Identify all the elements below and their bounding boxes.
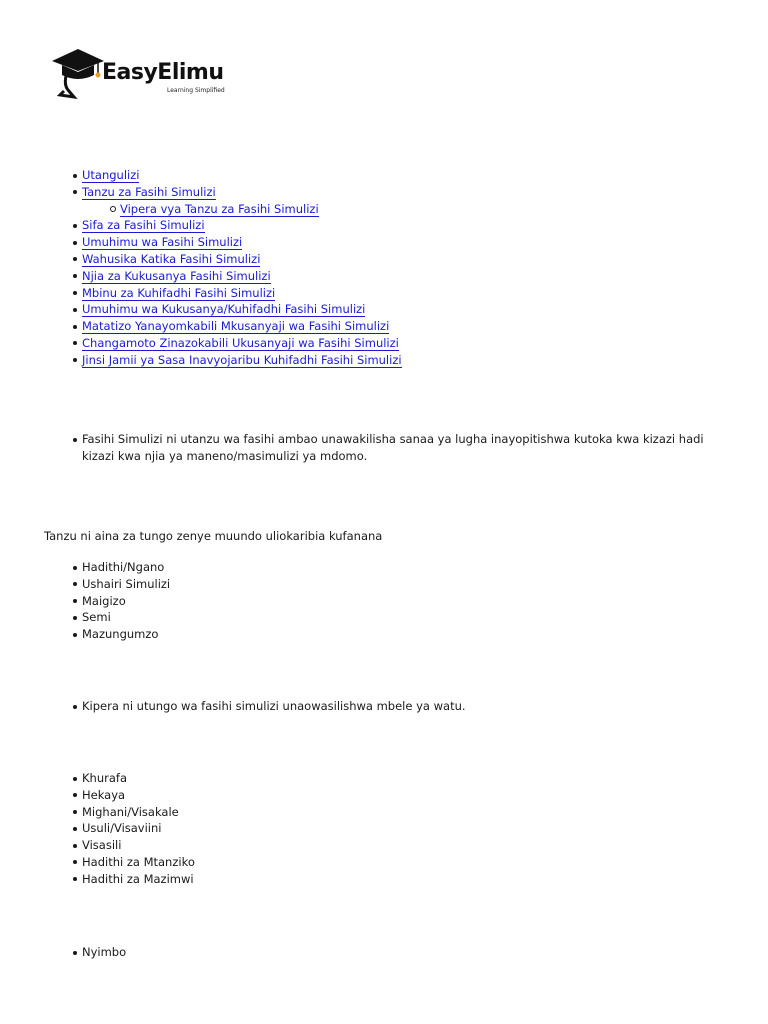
toc-item: [44, 184, 728, 218]
list-item: Usuli/Visaviini: [44, 820, 728, 837]
kipera-text: Kipera ni utungo wa fasihi simulizi unaowasilishwa mbele ya watu.: [44, 698, 728, 715]
toc-item: [44, 318, 728, 335]
toc-list: [44, 167, 728, 369]
definition-text: Fasihi Simulizi ni utanzu wa fasihi ambao unawakilisha sanaa ya lugha inayopitishwa kutoka kwa kizazi hadi kizazi kwa njia ya maneno/masimulizi ya mdomo.: [44, 431, 724, 465]
toc-subitem: [82, 201, 728, 218]
toc-item: [44, 217, 728, 234]
toc-link-tanzu[interactable]: Tanzu za Fasihi Simulizi: [82, 184, 216, 199]
toc-item: [44, 285, 728, 302]
table-of-contents: [44, 167, 728, 369]
toc-item: [44, 167, 728, 184]
toc-link-njia-kukusanya[interactable]: Njia za Kukusanya Fasihi Simulizi: [82, 268, 271, 283]
toc-link-sifa[interactable]: Sifa za Fasihi Simulizi: [82, 218, 205, 233]
brand-logo[interactable]: [50, 45, 250, 100]
toc-link-changamoto[interactable]: Changamoto Zinazokabili Ukusanyaji wa Fasihi Simulizi: [82, 335, 399, 350]
toc-item: [44, 251, 728, 268]
toc-link-utangulizi[interactable]: Utangulizi: [82, 168, 140, 182]
toc-item: [44, 268, 728, 285]
toc-link-wahusika[interactable]: Wahusika Katika Fasihi Simulizi: [82, 251, 261, 266]
list-item: Hekaya: [44, 787, 728, 804]
list-item: Mazungumzo: [44, 626, 728, 643]
toc-link-matatizo[interactable]: Matatizo Yanayomkabili Mkusanyaji wa Fasihi Simulizi: [82, 319, 390, 334]
toc-sublist: [82, 201, 728, 218]
toc-item: [44, 335, 728, 352]
hadithi-vipera-list: [44, 770, 728, 888]
brand-name: EasyElimu: [102, 60, 224, 85]
list-item: Maigizo: [44, 593, 728, 610]
list-item: Mighani/Visakale: [44, 804, 728, 821]
toc-item: [44, 352, 728, 369]
list-item: Semi: [44, 609, 728, 626]
list-item: Nyimbo: [44, 944, 728, 961]
kipera-list: [44, 698, 728, 715]
toc-link-mbinu-kuhifadhi[interactable]: Mbinu za Kuhifadhi Fasihi Simulizi: [82, 285, 276, 300]
toc-link-umuhimu[interactable]: Umuhimu wa Fasihi Simulizi: [82, 235, 243, 250]
list-item: Visasili: [44, 837, 728, 854]
list-item: Hadithi za Mazimwi: [44, 871, 728, 888]
toc-link-vipera[interactable]: Vipera vya Tanzu za Fasihi Simulizi: [120, 201, 319, 216]
list-item: Hadithi za Mtanziko: [44, 854, 728, 871]
tanzu-intro: Tanzu ni aina za tungo zenye muundo uliokaribia kufanana: [44, 529, 383, 543]
list-item: Hadithi/Ngano: [44, 559, 728, 576]
ushairi-vipera-list: [44, 944, 728, 961]
graduation-cap-icon: [50, 45, 106, 99]
definition-list: [44, 431, 724, 465]
list-item: Ushairi Simulizi: [44, 576, 728, 593]
toc-link-umuhimu-kukusanya[interactable]: Umuhimu wa Kukusanya/Kuhifadhi Fasihi Simulizi: [82, 302, 366, 317]
tanzu-list: [44, 559, 728, 643]
toc-item: [44, 301, 728, 318]
toc-link-jinsi-jamii[interactable]: Jinsi Jamii ya Sasa Inavyojaribu Kuhifadhi Fasihi Simulizi: [82, 352, 402, 367]
toc-item: [44, 234, 728, 251]
list-item: Khurafa: [44, 770, 728, 787]
brand-tagline: Learning Simplified: [167, 87, 225, 94]
